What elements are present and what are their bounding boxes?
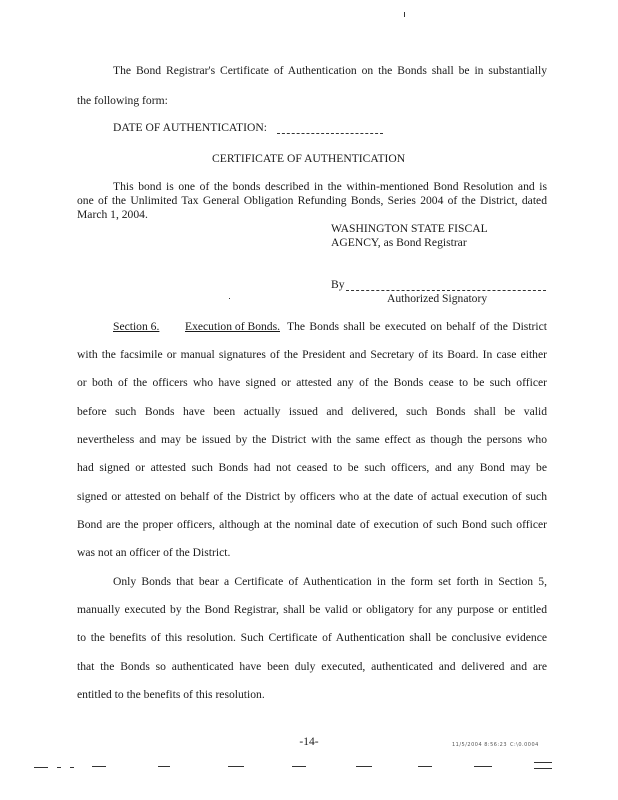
document-code-2: C:\0.0004: [510, 742, 539, 748]
scan-artifact-dash: [92, 766, 106, 767]
scan-artifact-dash: [70, 767, 74, 768]
scan-artifact-dash: [228, 766, 244, 767]
signature-blank: [346, 290, 546, 291]
paragraph-2-line-5: entitled to the benefits of this resolution.: [77, 688, 265, 701]
scan-artifact-dash: [57, 767, 61, 768]
page-number: -14-: [299, 736, 319, 748]
document-code: 11/5/2004 8:56:23: [452, 742, 508, 748]
scan-artifact-dash: [534, 762, 552, 763]
paragraph-2-line-4: that the Bonds so authenticated have been duly executed, authenticated and delivered and are: [77, 660, 547, 673]
scan-speck: [404, 12, 405, 17]
intro-line-1: The Bond Registrar's Certificate of Authentication on the Bonds shall be in substantially: [113, 64, 547, 77]
agency-name-line-2: AGENCY, as Bond Registrar: [331, 236, 467, 249]
certificate-heading: CERTIFICATE OF AUTHENTICATION: [212, 152, 406, 165]
certificate-body-line-1: This bond is one of the bonds described in the within-mentioned Bond Resolution and is: [113, 180, 547, 193]
section-6-line-1: with the facsimile or manual signatures of the President and Secretary of its Board. In case either: [77, 348, 547, 361]
scan-artifact-dash: [356, 766, 372, 767]
paragraph-2-line-1: Only Bonds that bear a Certificate of Authentication in the form set forth in Section 5,: [113, 575, 547, 588]
section-6-number: [113, 320, 159, 334]
section-6-number-text: Section 6.: [113, 320, 160, 333]
scan-artifact-dash: [158, 766, 170, 767]
scan-artifact-dash: [34, 767, 48, 768]
certificate-body-line-3: March 1, 2004.: [77, 208, 148, 221]
section-6-title-text: Execution of Bonds.: [185, 320, 280, 333]
section-6-title: [185, 320, 280, 334]
scan-artifact-dash: [474, 766, 492, 767]
authorized-signatory-label: Authorized Signatory: [387, 292, 488, 305]
certificate-body-line-2: one of the Unlimited Tax General Obligation Refunding Bonds, Series 2004 of the District, dated: [77, 194, 547, 207]
section-6-line-4: nevertheless and may be issued by the District with the same effect as though the persons who: [77, 433, 547, 446]
intro-line-2: the following form:: [77, 94, 168, 107]
by-label: By: [331, 278, 345, 291]
section-6-line-2: or both of the officers who have signed or attested any of the Bonds cease to be such officer: [77, 376, 547, 389]
scan-artifact-dash: [292, 766, 306, 767]
section-6-line-5: had signed or attested such Bonds had not ceased to be such officers, and any Bond may be: [77, 461, 547, 474]
scan-artifact-dash: [534, 768, 552, 769]
date-of-authentication-blank: [277, 133, 383, 134]
paragraph-2-line-2: manually executed by the Bond Registrar, shall be valid or obligatory for any purpose or entitled: [77, 603, 547, 616]
section-6-line-3: before such Bonds have been actually issued and delivered, such Bonds shall be valid: [77, 405, 547, 418]
section-6-first-line: The Bonds shall be executed on behalf of the District: [287, 320, 547, 333]
agency-name-line-1: WASHINGTON STATE FISCAL: [331, 222, 488, 235]
section-6-line-8: was not an officer of the District.: [77, 546, 231, 559]
scan-artifact-dash: [418, 766, 432, 767]
section-6-line-6: signed or attested on behalf of the District by officers who at the date of actual execution of such: [77, 490, 547, 503]
date-of-authentication-label: DATE OF AUTHENTICATION:: [113, 121, 267, 134]
scan-speck: [229, 298, 230, 299]
section-6-line-7: Bond are the proper officers, although at the nominal date of execution of such Bond such officer: [77, 518, 547, 531]
paragraph-2-line-3: to the benefits of this resolution. Such Certificate of Authentication shall be conclusive evidence: [77, 631, 547, 644]
